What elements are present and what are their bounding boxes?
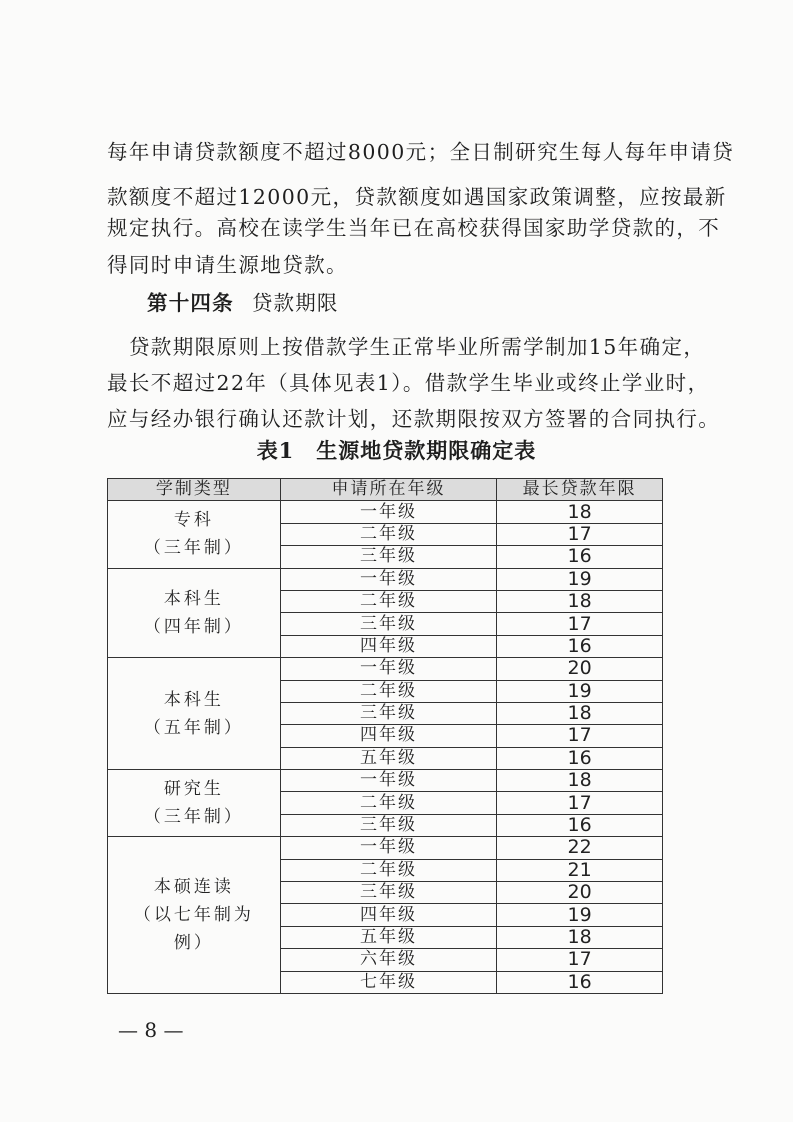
table-header-row <box>108 479 663 501</box>
cell-grade: 三年级 <box>280 546 497 568</box>
cell-grade: 七年级 <box>280 971 497 993</box>
cell-grade: 二年级 <box>280 523 497 545</box>
cell-max-years: 18 <box>497 590 663 612</box>
table-row <box>108 658 663 680</box>
table-row <box>108 501 663 523</box>
school-type-line: 研究生 <box>163 779 224 800</box>
cell-max-years: 17 <box>497 613 663 635</box>
cell-max-years: 18 <box>497 501 663 523</box>
cell-max-years: 18 <box>497 702 663 724</box>
cell-grade: 四年级 <box>280 635 497 657</box>
cell-max-years: 16 <box>497 747 663 769</box>
cell-max-years: 17 <box>497 725 663 747</box>
article-number: 第十四条 <box>147 291 234 315</box>
cell-grade: 五年级 <box>280 926 497 948</box>
cell-grade: 一年级 <box>280 501 497 523</box>
paragraph-line: 款额度不超过12000元，贷款额度如遇国家政策调整，应按最新 <box>107 185 727 209</box>
cell-max-years: 16 <box>497 814 663 836</box>
cell-max-years: 22 <box>497 837 663 859</box>
cell-grade: 三年级 <box>280 702 497 724</box>
cell-grade: 五年级 <box>280 747 497 769</box>
cell-grade: 二年级 <box>280 590 497 612</box>
school-type-line: 本科生 <box>163 588 224 609</box>
cell-grade: 二年级 <box>280 680 497 702</box>
cell-grade: 三年级 <box>280 814 497 836</box>
school-type-line: （以七年制为 <box>133 905 254 926</box>
cell-school-type <box>108 837 281 994</box>
cell-max-years: 21 <box>497 859 663 881</box>
cell-school-type <box>108 658 281 770</box>
header-grade: 申请所在年级 <box>280 479 497 501</box>
cell-max-years: 17 <box>497 523 663 545</box>
school-type-line: （五年制） <box>143 717 244 738</box>
cell-max-years: 19 <box>497 904 663 926</box>
cell-max-years: 20 <box>497 882 663 904</box>
cell-max-years: 18 <box>497 926 663 948</box>
cell-school-type <box>108 501 281 568</box>
table-caption: 表1 生源地贷款期限确定表 <box>256 438 537 463</box>
cell-grade: 一年级 <box>280 770 497 792</box>
article-heading <box>147 289 339 317</box>
cell-school-type <box>108 568 281 658</box>
school-type-line: 本硕连读 <box>153 877 234 898</box>
school-type-line: 例） <box>173 933 214 954</box>
cell-grade: 六年级 <box>280 949 497 971</box>
cell-max-years: 19 <box>497 568 663 590</box>
cell-grade: 一年级 <box>280 837 497 859</box>
cell-grade: 一年级 <box>280 658 497 680</box>
loan-term-table <box>107 478 663 994</box>
cell-grade: 三年级 <box>280 882 497 904</box>
header-type: 学制类型 <box>108 479 281 501</box>
cell-max-years: 19 <box>497 680 663 702</box>
cell-max-years: 16 <box>497 635 663 657</box>
table-row <box>108 568 663 590</box>
cell-max-years: 17 <box>497 792 663 814</box>
paragraph-line: 得同时申请生源地贷款。 <box>107 253 348 277</box>
cell-school-type <box>108 770 281 837</box>
cell-grade: 一年级 <box>280 568 497 590</box>
article-name: 贷款期限 <box>251 291 339 315</box>
cell-max-years: 16 <box>497 546 663 568</box>
paragraph-line: 应与经办银行确认还款计划，还款期限按双方签署的合同执行。 <box>107 407 721 431</box>
cell-grade: 四年级 <box>280 725 497 747</box>
cell-grade: 四年级 <box>280 904 497 926</box>
school-type-line: （三年制） <box>143 538 244 559</box>
paragraph-line: 贷款期限原则上按借款学生正常毕业所需学制加15年确定， <box>107 335 706 359</box>
cell-max-years: 17 <box>497 949 663 971</box>
school-type-line: （三年制） <box>143 807 244 828</box>
table-row <box>108 837 663 859</box>
table-row <box>108 770 663 792</box>
school-type-line: 本科生 <box>163 689 224 710</box>
header-years: 最长贷款年限 <box>497 479 663 501</box>
paragraph-line: 规定执行。高校在读学生当年已在高校获得国家助学贷款的，不 <box>107 216 721 240</box>
paragraph-line: 每年申请贷款额度不超过8000元；全日制研究生每人每年申请贷 <box>107 140 735 164</box>
cell-max-years: 16 <box>497 971 663 993</box>
page-number: — 8 — <box>118 1018 184 1042</box>
cell-grade: 三年级 <box>280 613 497 635</box>
school-type-line: 专科 <box>173 510 214 531</box>
cell-max-years: 18 <box>497 770 663 792</box>
cell-max-years: 20 <box>497 658 663 680</box>
cell-grade: 二年级 <box>280 792 497 814</box>
paragraph-line: 最长不超过22年（具体见表1）。借款学生毕业或终止学业时， <box>107 371 710 395</box>
cell-grade: 二年级 <box>280 859 497 881</box>
school-type-line: （四年制） <box>143 616 244 637</box>
